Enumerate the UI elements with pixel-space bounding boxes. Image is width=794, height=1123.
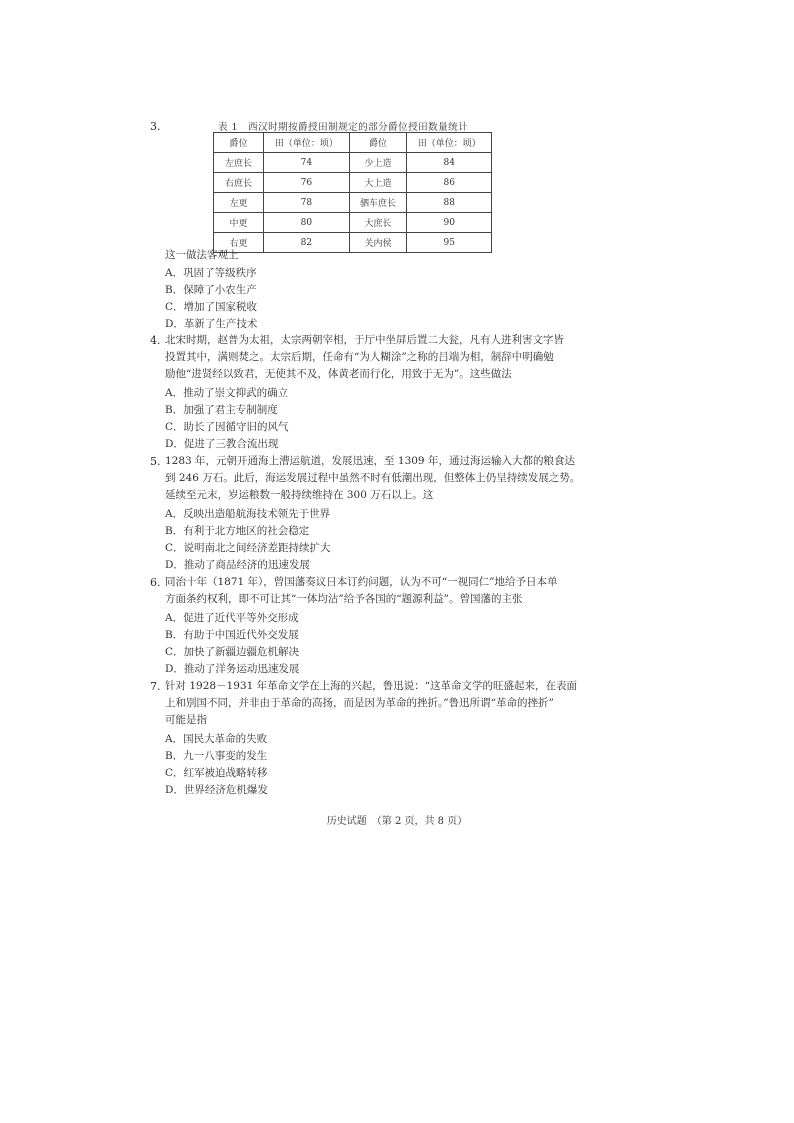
question-5-line: 1283 年，元朝开通海上漕运航道，发展迅速，至 1309 年，通过海运输入大都的粮食达 (165, 455, 575, 467)
table-cell: 88 (407, 193, 492, 213)
question-4-line: 投置其中，满则焚之。太宗后期，任命有“为人糊涂”之称的吕端为相，制辞中明确勉 (165, 351, 554, 363)
table-cell: 78 (264, 193, 349, 213)
page-footer: 历史试题 （第 2 页，共 8 页） (326, 816, 468, 827)
question-5-number: 5. (150, 455, 161, 468)
question-6-line: 方面条约权利，即不可让其“一体均沾”给予各国的“题源利益”。曾国藩的主张 (165, 593, 523, 605)
table-cell: 少上造 (349, 153, 407, 173)
question-4-number: 4. (150, 334, 161, 347)
table-cell: 关内侯 (349, 233, 407, 253)
table-header-row (214, 133, 492, 153)
table-header-cell: 爵位 (214, 133, 264, 153)
option-c: C．增加了国家税收 (165, 301, 258, 313)
table-cell: 95 (407, 233, 492, 253)
table-cell: 76 (264, 173, 349, 193)
table-cell: 右庶长 (214, 173, 264, 193)
option-b: B．有助于中国近代外交发展 (165, 629, 299, 641)
option-b: B．有利于北方地区的社会稳定 (165, 525, 310, 537)
table-cell: 84 (407, 153, 492, 173)
option-a: A．推动了崇文抑武的确立 (165, 387, 289, 399)
table-row (214, 173, 492, 193)
option-d: D．推动了商品经济的迅速发展 (165, 559, 310, 571)
table-cell: 82 (264, 233, 349, 253)
question-6-line: 同治十年（1871 年），曾国藩奏议日本订约问题，认为不可“一视同仁”地给予日本单 (165, 576, 558, 588)
table-cell: 大庶长 (349, 213, 407, 233)
question-7-line: 针对 1928－1931 年革命文学在上海的兴起，鲁迅说：“这革命文学的旺盛起来，在表面 (165, 680, 577, 692)
option-a: A．反映出造船航海技术领先于世界 (165, 508, 331, 520)
table-row (214, 153, 492, 173)
option-b: B．保障了小农生产 (165, 284, 257, 296)
table-row (214, 213, 492, 233)
option-c: C．加快了新疆边疆危机解决 (165, 646, 300, 658)
table-cell: 中更 (214, 213, 264, 233)
option-c: C．助长了因循守旧的风气 (165, 421, 289, 433)
rank-land-table (213, 132, 492, 253)
table-row (214, 193, 492, 213)
question-7-line: 上和别国不同，并非由于革命的高扬，而是因为革命的挫折。”鲁迅所谓“革命的挫折” (165, 697, 554, 709)
table-cell: 左更 (214, 193, 264, 213)
question-7-number: 7. (150, 680, 161, 693)
question-6-number: 6. (150, 576, 161, 589)
question-3-stem: 这一做法客观上 (165, 249, 239, 261)
table-cell: 90 (407, 213, 492, 233)
option-b: B．九一八事变的发生 (165, 750, 268, 762)
option-a: A．国民大革命的失败 (165, 733, 268, 745)
table-header-cell: 田（单位：顷） (264, 133, 349, 153)
table-cell: 右更 (214, 233, 264, 253)
option-d: D．推动了洋务运动迅速发展 (165, 663, 300, 675)
question-5-line: 到 246 万石。此后，海运发展过程中虽然不时有低潮出现，但整体上仍呈持续发展之势。 (165, 472, 581, 484)
option-c: C．红军被迫战略转移 (165, 767, 268, 779)
option-a: A．巩固了等级秩序 (165, 267, 257, 279)
option-b: B．加强了君主专制制度 (165, 404, 278, 416)
table-header-cell: 田（单位：顷） (407, 133, 492, 153)
question-3-number: 3. (150, 120, 161, 133)
option-d: D．促进了三教合流出现 (165, 438, 279, 450)
table-cell: 驷车庶长 (349, 193, 407, 213)
question-7-line: 可能是指 (165, 714, 207, 726)
table-caption: 表 1 西汉时期按爵授田制规定的部分爵位授田数量统计 (218, 122, 469, 133)
table-cell: 74 (264, 153, 349, 173)
question-4-line: 北宋时期，赵普为太祖，太宗两朝宰相，于厅中坐屏后置二大瓮，凡有人进利害文字皆 (165, 334, 564, 346)
question-5-line: 延续至元末，岁运粮数一般持续维持在 300 万石以上。这 (165, 489, 434, 501)
table-header-cell: 爵位 (349, 133, 407, 153)
table-cell: 80 (264, 213, 349, 233)
option-d: D．革新了生产技术 (165, 318, 258, 330)
table-cell: 86 (407, 173, 492, 193)
option-a: A．促进了近代平等外交形成 (165, 612, 299, 624)
option-d: D．世界经济危机爆发 (165, 784, 268, 796)
option-c: C．说明南北之间经济差距持续扩大 (165, 542, 331, 554)
table-cell: 左庶长 (214, 153, 264, 173)
table-cell: 大上造 (349, 173, 407, 193)
question-4-line: 励他“进贤经以致君，无使其不及，体黄老而行化，用致于无为”。这些做法 (165, 368, 512, 380)
